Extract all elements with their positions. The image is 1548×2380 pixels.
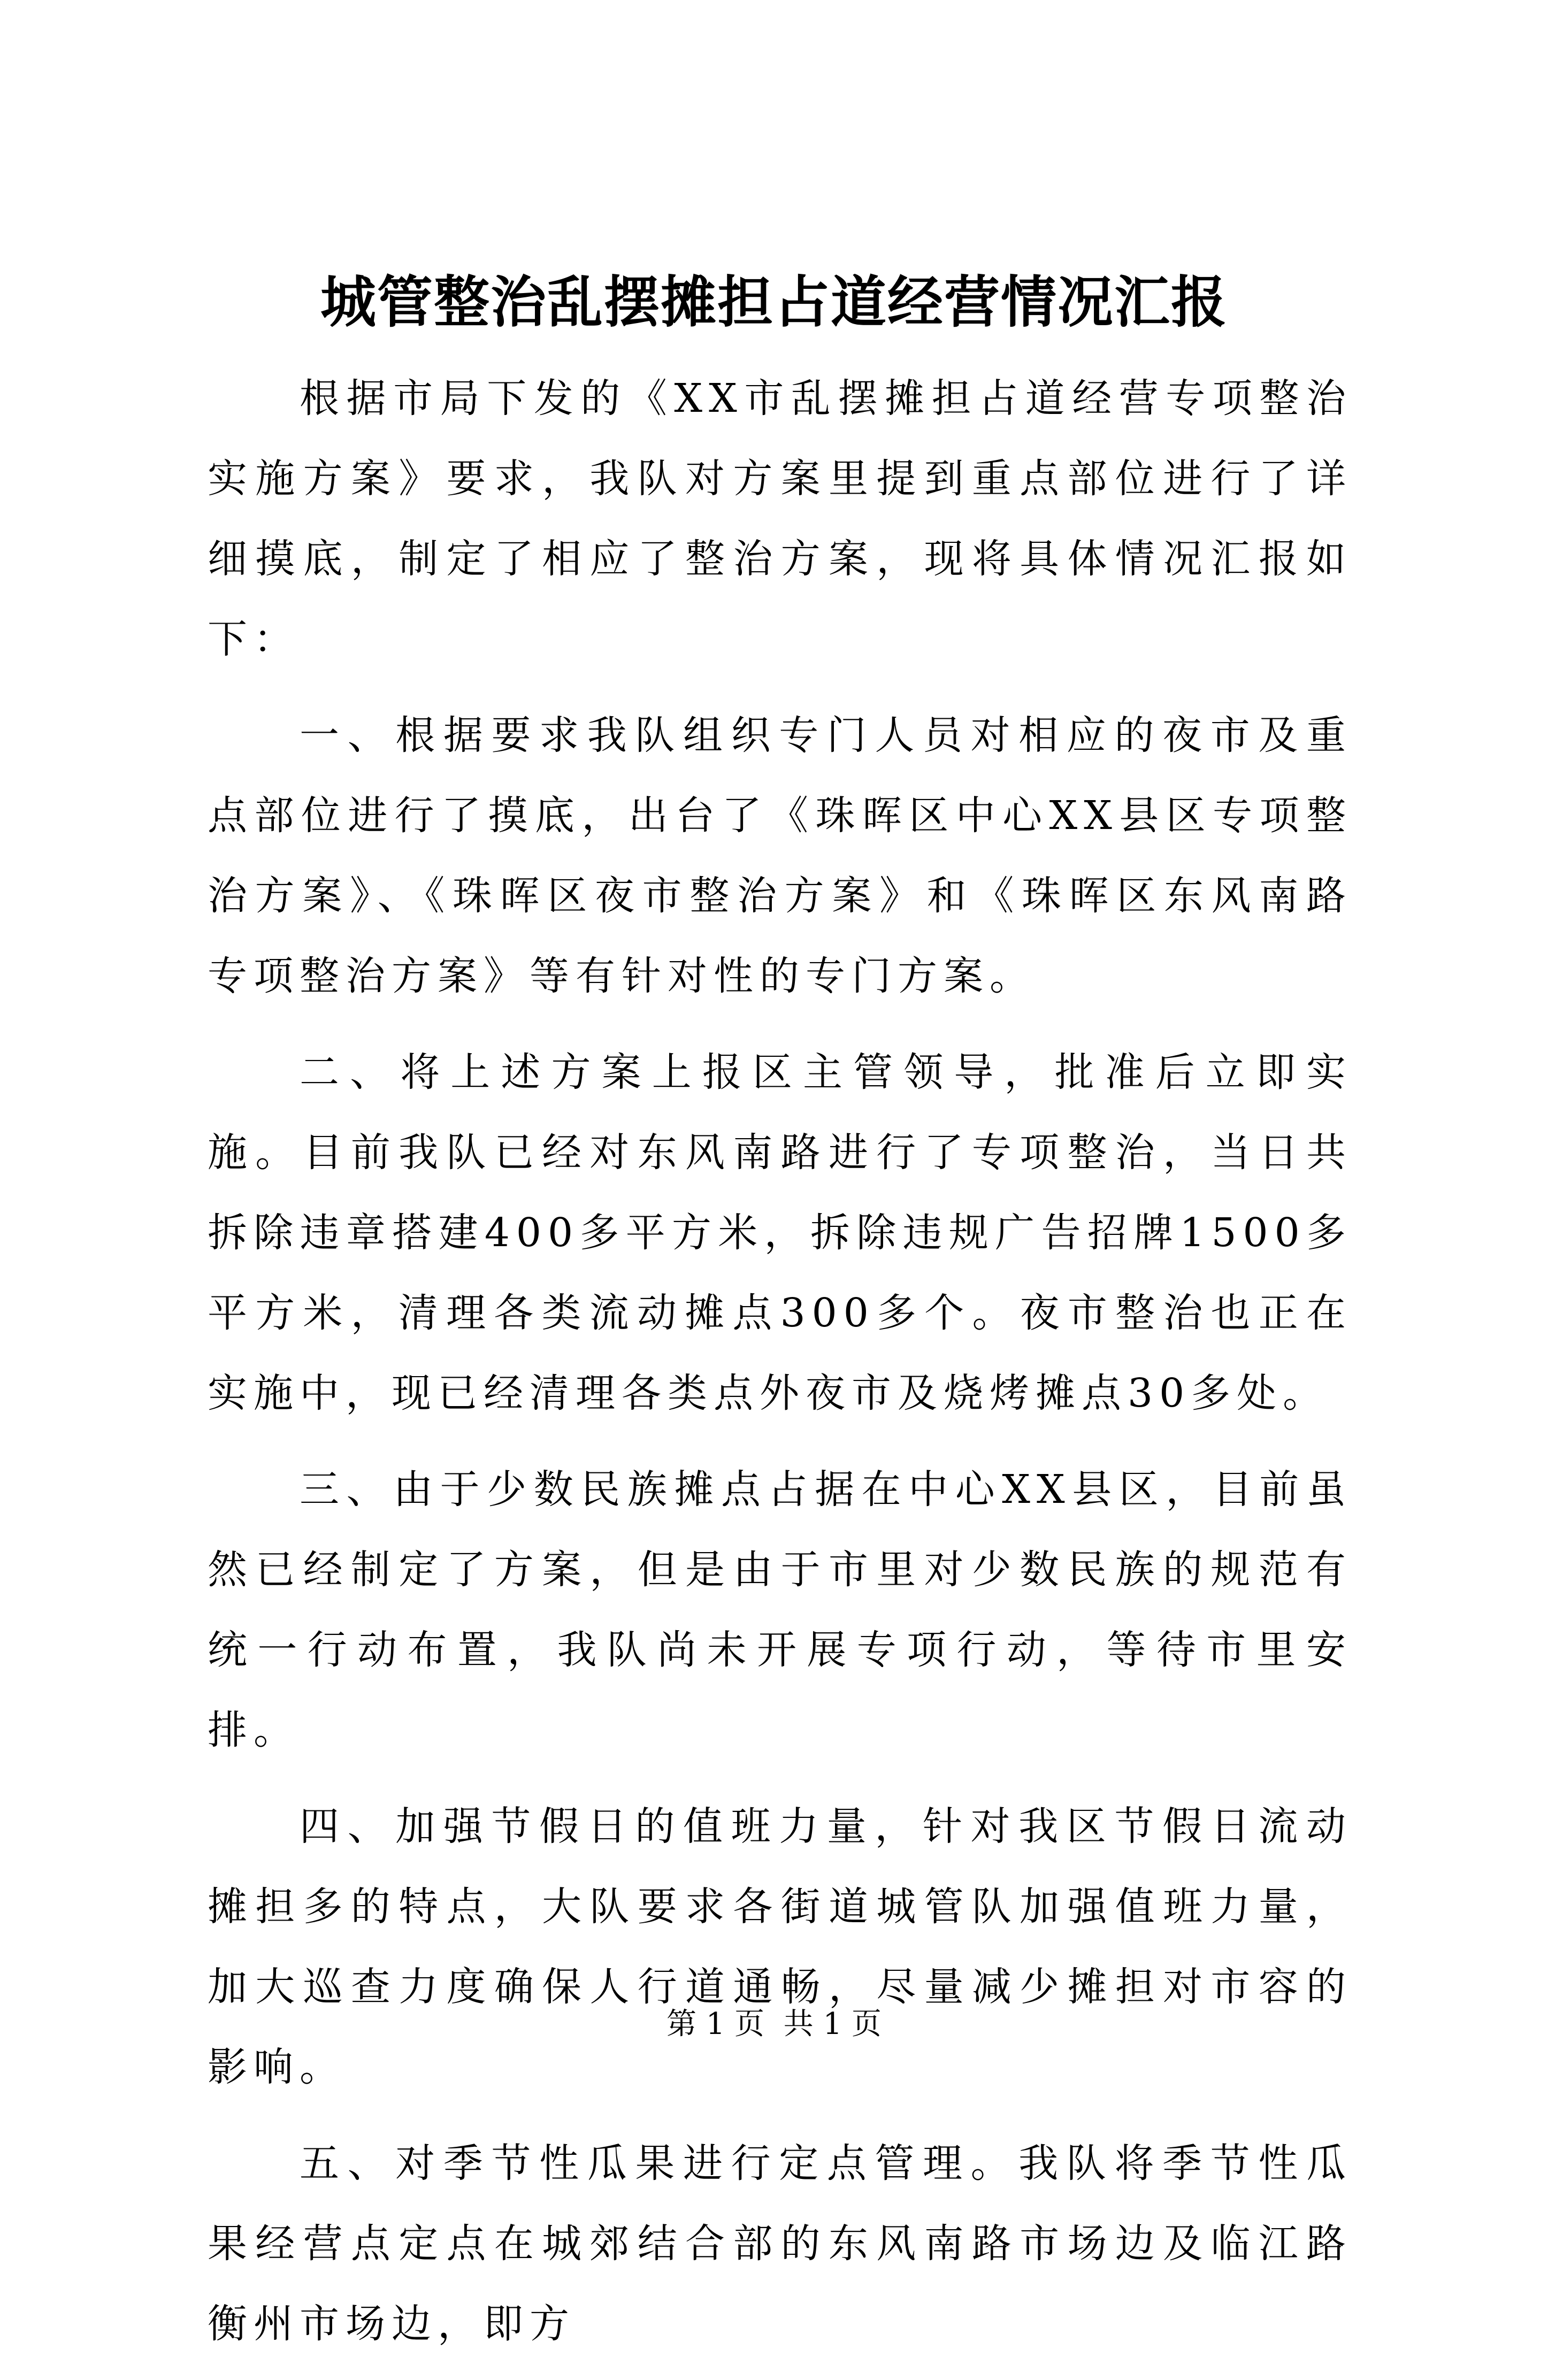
document-title: 城管整治乱摆摊担占道经营情况汇报 <box>320 269 1228 335</box>
page-total: 共 1 页 <box>783 2007 882 2041</box>
paragraph-item-5: 五、对季节性瓜果进行定点管理。我队将季节性瓜果经营点定点在城郊结合部的东风南路市场边及临江路衡州市场边，即方 <box>208 2140 1352 2347</box>
paragraph-item-2: 二、将上述方案上报区主管领导，批准后立即实施。目前我队已经对东风南路进行了专项整治，当日共拆除违章搭建400多平方米，拆除违规广告招牌1500多平方米，清理各类流动摊点300多个。夜市整治也正在实施中，现已经清理各类点外夜市及烧烤摊点30多处。 <box>208 1049 1352 1416</box>
document-body <box>208 358 1352 2380</box>
paragraph-item-3: 三、由于少数民族摊点占据在中心XX县区，目前虽然已经制定了方案，但是由于市里对少数民族的规范有统一行动布置，我队尚未开展专项行动，等待市里安排。 <box>208 1467 1352 1753</box>
page-number: 第 1 页 <box>666 2007 765 2041</box>
paragraph-item-1: 一、根据要求我队组织专门人员对相应的夜市及重点部位进行了摸底，出台了《珠晖区中心XX县区专项整治方案》、《珠晖区夜市整治方案》和《珠晖区东风南路专项整治方案》等有针对性的专门方案。 <box>208 712 1352 999</box>
paragraph-intro: 根据市局下发的《XX市乱摆摊担占道经营专项整治实施方案》要求，我队对方案里提到重点部位进行了详细摸底，制定了相应了整治方案，现将具体情况汇报如下： <box>208 375 1352 662</box>
footer-spacer <box>764 2007 784 2041</box>
paragraph-item-4: 四、加强节假日的值班力量，针对我区节假日流动摊担多的特点，大队要求各街道城管队加强值班力量，加大巡查力度确保人行道通畅，尽量减少摊担对市容的影响。 <box>208 1803 1352 2090</box>
page-footer <box>0 2003 1548 2046</box>
